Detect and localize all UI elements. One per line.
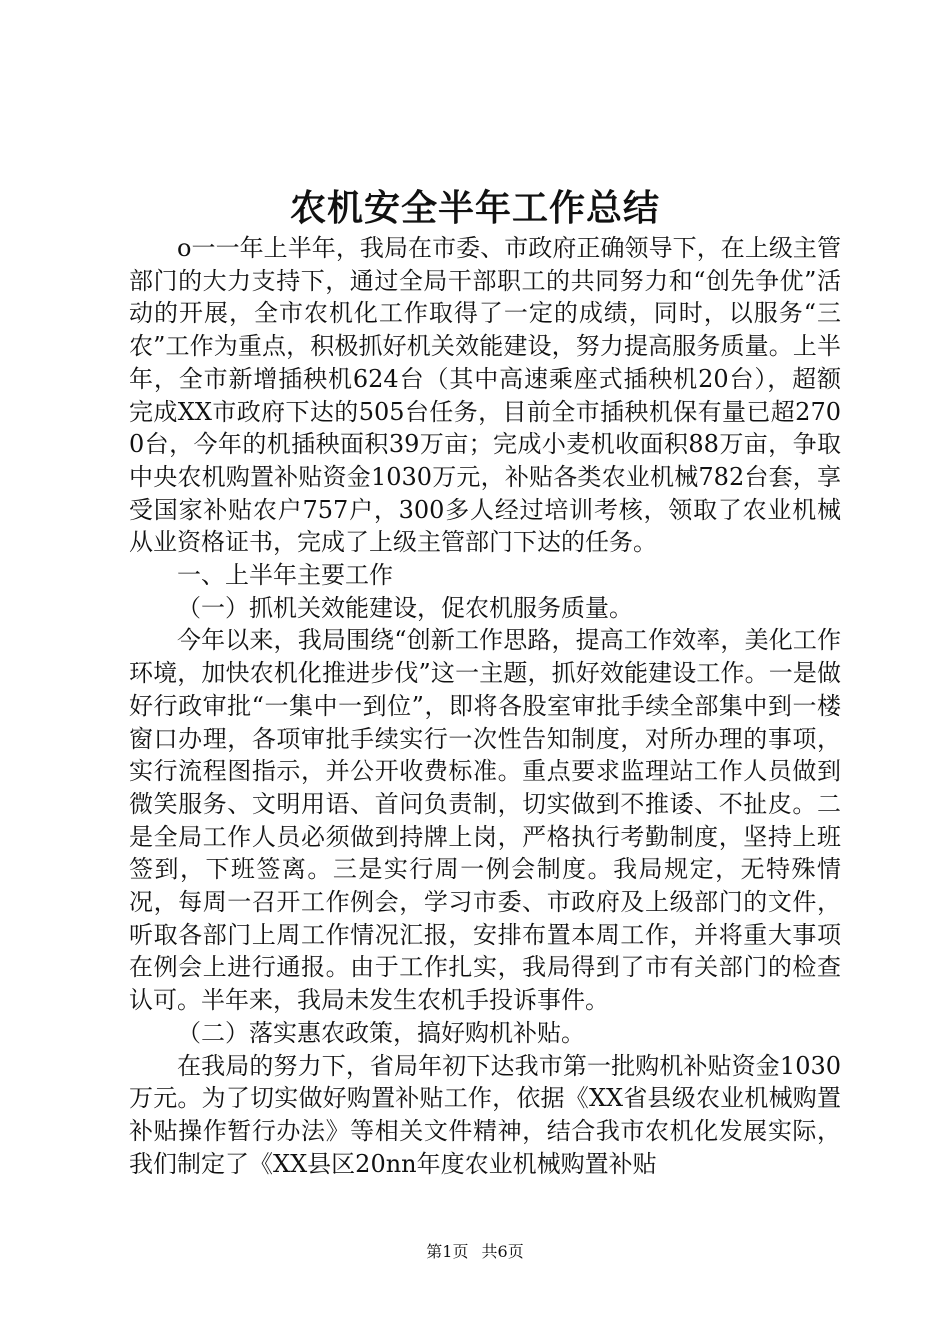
paragraph-intro: o一一年上半年，我局在市委、市政府正确领导下，在上级主管部门的大力支持下，通过全局干部职工的共同努力和“创先争优”活动的开展，全市农机化工作取得了一定的成绩，同时，以服务“三农”工作为重点，积极抓好机关效能建设，努力提高服务质量。上半年，全市新增插秧机624台（其中高速乘座式插秧机20台），超额完成XX市政府下达的505台任务，目前全市插秧机保有量已超2700台，今年的机插秧面积39万亩；完成小麦机收面积88万亩，争取中央农机购置补贴资金1030万元，补贴各类农业机械782台套，享受国家补贴农户757户，300多人经过培训考核，领取了农业机械从业资格证书，完成了上级主管部门下达的任务。 xyxy=(129,234,841,557)
page-footer xyxy=(0,1241,950,1263)
paragraph-efficiency: 今年以来，我局围绕“创新工作思路，提高工作效率，美化工作环境，加快农机化推进步伐”这一主题，抓好效能建设工作。一是做好行政审批“一集中一到位”，即将各股室审批手续全部集中到一楼窗口办理，各项审批手续实行一次性告知制度，对所办理的事项，实行流程图指示，并公开收费标准。重点要求监理站工作人员做到微笑服务、文明用语、首问负责制，切实做到不推诿、不扯皮。二是全局工作人员必须做到持牌上岗，严格执行考勤制度，坚持上班签到，下班签离。三是实行周一例会制度。我局规定，无特殊情况，每周一召开工作例会，学习市委、市政府及上级部门的文件，听取各部门上周工作情况汇报，安排布置本周工作，并将重大事项在例会上进行通报。由于工作扎实，我局得到了市有关部门的检查认可。半年来，我局未发生农机手投诉事件。 xyxy=(129,626,841,1015)
section-heading-1: 一、上半年主要工作 xyxy=(177,561,393,590)
page-number: 第1页 xyxy=(426,1242,469,1261)
document-title: 农机安全半年工作总结 xyxy=(289,187,660,229)
subsection-heading-2: （二）落实惠农政策，搞好购机补贴。 xyxy=(177,1018,585,1047)
page-total: 共6页 xyxy=(481,1242,524,1261)
document-body xyxy=(129,232,841,1180)
paragraph-subsidy: 在我局的努力下，省局年初下达我市第一批购机补贴资金1030万元。为了切实做好购置补贴工作，依据《XX省县级农业机械购置补贴操作暂行办法》等相关文件精神，结合我市农机化发展实际，我们制定了《XX县区20nn年度农业机械购置补贴 xyxy=(129,1051,841,1178)
subsection-heading-1: （一）抓机关效能建设，促农机服务质量。 xyxy=(177,593,633,622)
